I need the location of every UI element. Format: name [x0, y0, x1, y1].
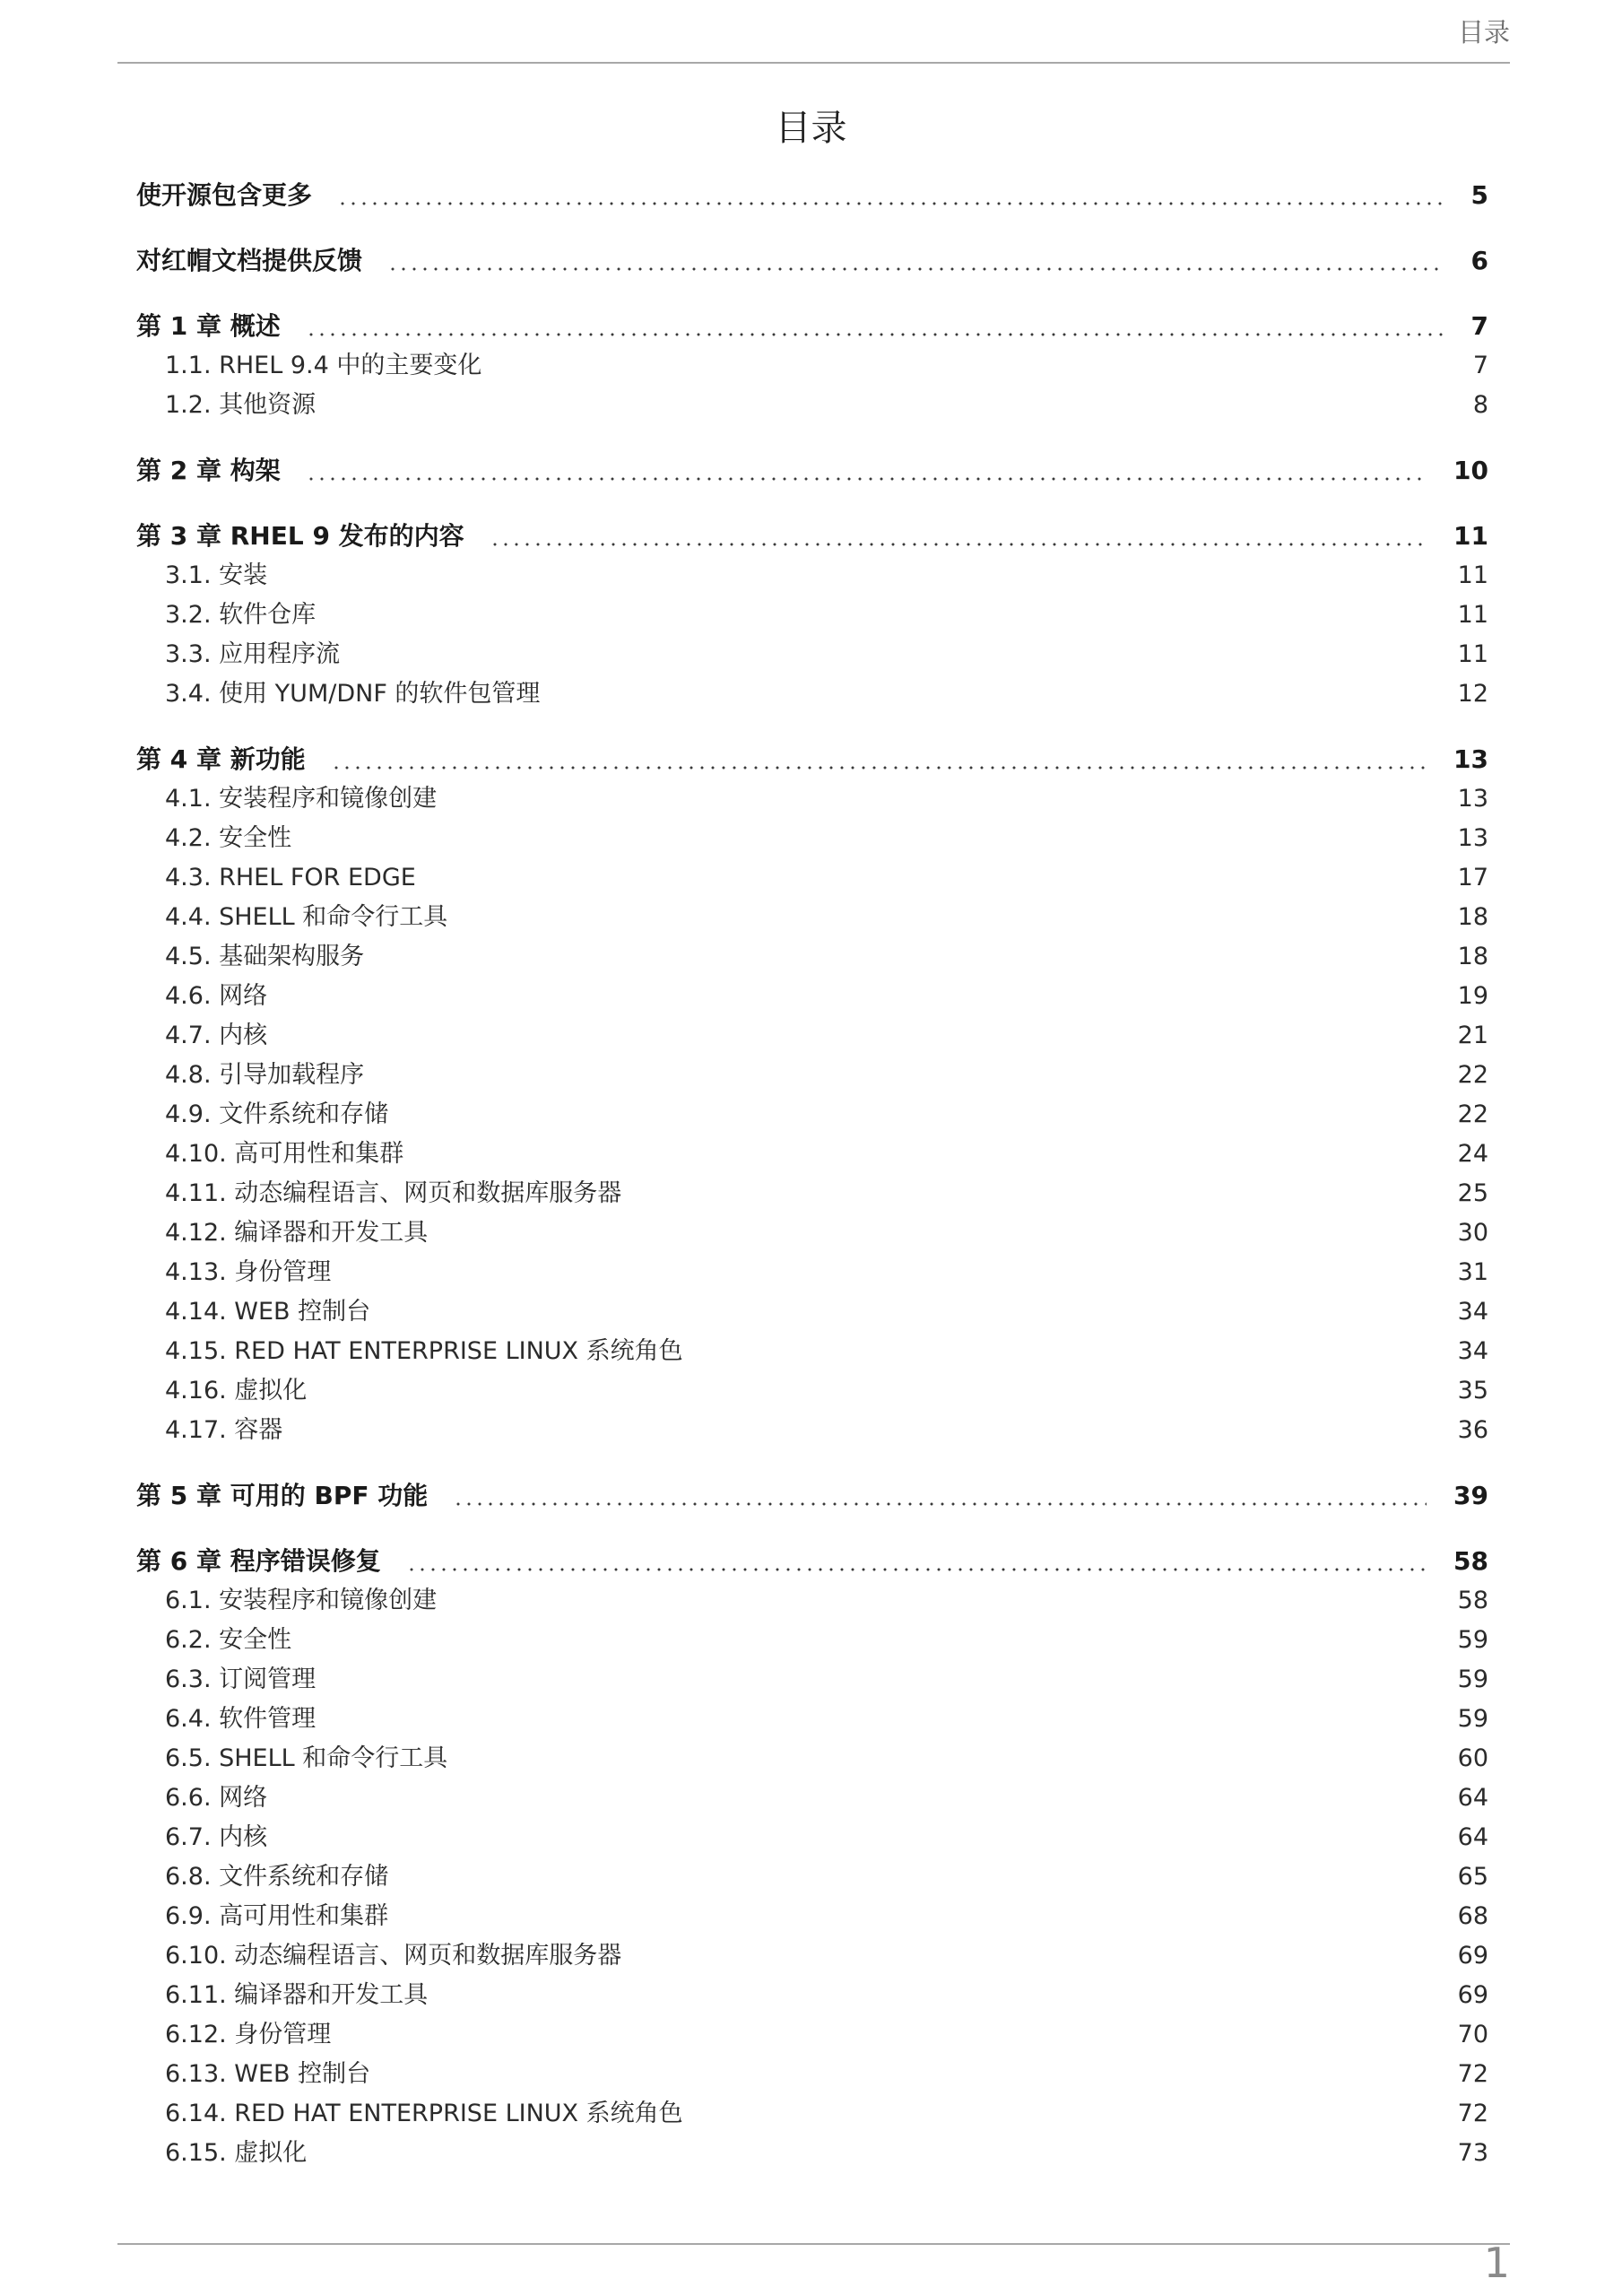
section-title: 6.1. 安装程序和镜像创建	[165, 1587, 438, 1614]
toc-section-entry[interactable]	[136, 2134, 1488, 2173]
toc-section-entry[interactable]	[136, 1936, 1488, 1976]
dot-leader	[306, 477, 1427, 481]
page-number: 12	[1457, 680, 1488, 708]
toc-section-entry[interactable]	[136, 779, 1488, 819]
section-title: 4.12. 编译器和开发工具	[165, 1219, 429, 1247]
footer-page-number: 1	[1483, 2239, 1510, 2287]
section-title: 1.2. 其他资源	[165, 391, 317, 419]
section-title: 4.14. WEB 控制台	[165, 1298, 371, 1326]
page-number: 18	[1457, 903, 1488, 931]
toc-section-entry[interactable]	[136, 635, 1488, 674]
running-header: 目录	[1457, 17, 1510, 48]
page-number: 60	[1457, 1744, 1488, 1772]
section-title: 6.14. RED HAT ENTERPRISE LINUX 系统角色	[165, 2100, 683, 2127]
section-title: 6.8. 文件系统和存储	[165, 1863, 389, 1891]
chapter-title: 第 5 章 可用的 BPF 功能	[136, 1481, 429, 1510]
page-number: 35	[1457, 1377, 1488, 1405]
page-number: 58	[1457, 1587, 1488, 1614]
section-title: 1.1. RHEL 9.4 中的主要变化	[165, 352, 482, 379]
page-number: 39	[1453, 1481, 1488, 1510]
section-title: 6.12. 身份管理	[165, 2021, 332, 2048]
page-number: 24	[1457, 1140, 1488, 1168]
section-title: 4.16. 虚拟化	[165, 1377, 308, 1405]
section-title: 6.6. 网络	[165, 1784, 268, 1812]
page-number: 34	[1457, 1298, 1488, 1326]
page-number: 19	[1457, 982, 1488, 1010]
toc-chapter-entry[interactable]	[136, 241, 1488, 281]
page-number: 64	[1457, 1823, 1488, 1851]
section-title: 3.4. 使用 YUM/DNF 的软件包管理	[165, 680, 541, 708]
footer-divider	[117, 2243, 1510, 2245]
section-title: 6.5. SHELL 和命令行工具	[165, 1744, 448, 1772]
chapter-title: 第 2 章 构架	[136, 456, 281, 485]
page-number: 11	[1457, 601, 1488, 629]
page-number: 11	[1453, 521, 1488, 551]
toc-section-entry[interactable]	[136, 1700, 1488, 1739]
page-number: 64	[1457, 1784, 1488, 1812]
dot-leader	[387, 267, 1444, 271]
toc-section-entry[interactable]	[136, 1095, 1488, 1135]
page-number: 59	[1457, 1626, 1488, 1654]
page-number: 69	[1457, 1942, 1488, 1970]
section-title: 4.1. 安装程序和镜像创建	[165, 785, 438, 813]
toc-chapter-entry[interactable]	[136, 176, 1488, 215]
page-number: 8	[1472, 391, 1488, 419]
toc-chapter-entry[interactable]	[136, 451, 1488, 491]
toc-section-entry[interactable]	[136, 2055, 1488, 2094]
page-number: 22	[1457, 1061, 1488, 1089]
page-number: 68	[1457, 1902, 1488, 1930]
section-title: 6.9. 高可用性和集群	[165, 1902, 389, 1930]
toc-section-entry[interactable]	[136, 596, 1488, 635]
toc-section-entry[interactable]	[136, 1292, 1488, 1332]
toc-chapter-entry[interactable]	[136, 1542, 1488, 1581]
toc-section-entry[interactable]	[136, 898, 1488, 937]
page-number: 21	[1457, 1022, 1488, 1049]
section-title: 4.2. 安全性	[165, 824, 292, 852]
section-title: 6.15. 虚拟化	[165, 2139, 308, 2167]
section-title: 3.2. 软件仓库	[165, 601, 317, 629]
table-of-contents	[136, 176, 1488, 2173]
chapter-title: 第 1 章 概述	[136, 311, 281, 341]
section-title: 4.15. RED HAT ENTERPRISE LINUX 系统角色	[165, 1337, 683, 1365]
page-number: 7	[1472, 352, 1488, 379]
section-title: 6.11. 编译器和开发工具	[165, 1981, 429, 2009]
section-title: 4.13. 身份管理	[165, 1258, 332, 1286]
chapter-title: 第 4 章 新功能	[136, 744, 306, 774]
toc-section-entry[interactable]	[136, 1332, 1488, 1371]
section-title: 6.4. 软件管理	[165, 1705, 317, 1733]
page-number: 10	[1453, 456, 1488, 485]
toc-section-entry[interactable]	[136, 1660, 1488, 1700]
toc-section-entry[interactable]	[136, 674, 1488, 714]
toc-section-entry[interactable]	[136, 1056, 1488, 1095]
page-number: 13	[1457, 785, 1488, 813]
dot-leader	[331, 766, 1427, 770]
toc-section-entry[interactable]	[136, 937, 1488, 977]
section-title: 3.3. 应用程序流	[165, 640, 341, 668]
toc-chapter-entry[interactable]	[136, 1476, 1488, 1516]
toc-section-entry[interactable]	[136, 386, 1488, 425]
toc-section-entry[interactable]	[136, 1976, 1488, 2015]
page-number: 5	[1470, 180, 1488, 210]
toc-section-entry[interactable]	[136, 346, 1488, 386]
toc-section-entry[interactable]	[136, 1174, 1488, 1213]
chapter-title: 使开源包含更多	[136, 180, 313, 210]
page-number: 11	[1457, 640, 1488, 668]
dot-leader	[306, 333, 1444, 336]
toc-section-entry[interactable]	[136, 556, 1488, 596]
section-title: 4.10. 高可用性和集群	[165, 1140, 404, 1168]
toc-section-entry[interactable]	[136, 1411, 1488, 1450]
page-number: 18	[1457, 943, 1488, 970]
toc-section-entry[interactable]	[136, 1818, 1488, 1857]
toc-section-entry[interactable]	[136, 1135, 1488, 1174]
page-number: 6	[1470, 246, 1488, 275]
section-title: 4.17. 容器	[165, 1416, 283, 1444]
page-number: 34	[1457, 1337, 1488, 1365]
toc-chapter-entry[interactable]	[136, 517, 1488, 556]
toc-section-entry[interactable]	[136, 1213, 1488, 1253]
section-title: 4.6. 网络	[165, 982, 268, 1010]
section-title: 6.13. WEB 控制台	[165, 2060, 371, 2088]
page-number: 36	[1457, 1416, 1488, 1444]
page-number: 30	[1457, 1219, 1488, 1247]
toc-section-entry[interactable]	[136, 819, 1488, 858]
toc-section-entry[interactable]	[136, 1779, 1488, 1818]
section-title: 4.11. 动态编程语言、网页和数据库服务器	[165, 1179, 622, 1207]
section-title: 4.3. RHEL FOR EDGE	[165, 864, 416, 891]
section-title: 3.1. 安装	[165, 561, 268, 589]
page-number: 22	[1457, 1100, 1488, 1128]
section-title: 6.2. 安全性	[165, 1626, 292, 1654]
page-number: 17	[1457, 864, 1488, 891]
chapter-title: 第 3 章 RHEL 9 发布的内容	[136, 521, 464, 551]
page-number: 72	[1457, 2100, 1488, 2127]
page-number: 58	[1453, 1546, 1488, 1576]
section-title: 4.5. 基础架构服务	[165, 943, 365, 970]
toc-section-entry[interactable]	[136, 1857, 1488, 1897]
toc-section-entry[interactable]	[136, 1897, 1488, 1936]
toc-section-entry[interactable]	[136, 1253, 1488, 1292]
dot-leader	[453, 1502, 1427, 1506]
section-title: 4.7. 内核	[165, 1022, 268, 1049]
page-number: 13	[1457, 824, 1488, 852]
page-number: 65	[1457, 1863, 1488, 1891]
dot-leader	[490, 543, 1427, 546]
page-number: 25	[1457, 1179, 1488, 1207]
toc-section-entry[interactable]	[136, 1581, 1488, 1621]
toc-section-entry[interactable]	[136, 1016, 1488, 1056]
page-number: 69	[1457, 1981, 1488, 2009]
toc-section-entry[interactable]	[136, 977, 1488, 1016]
chapter-title: 第 6 章 程序错误修复	[136, 1546, 381, 1576]
dot-leader	[406, 1568, 1427, 1571]
page-number: 73	[1457, 2139, 1488, 2167]
page-number: 31	[1457, 1258, 1488, 1286]
section-title: 6.3. 订阅管理	[165, 1665, 317, 1693]
toc-section-entry[interactable]	[136, 858, 1488, 898]
toc-section-entry[interactable]	[136, 2015, 1488, 2055]
section-title: 6.10. 动态编程语言、网页和数据库服务器	[165, 1942, 622, 1970]
page-number: 59	[1457, 1665, 1488, 1693]
section-title: 4.8. 引导加载程序	[165, 1061, 365, 1089]
page-number: 7	[1470, 311, 1488, 341]
chapter-title: 对红帽文档提供反馈	[136, 246, 363, 275]
toc-chapter-entry[interactable]	[136, 740, 1488, 779]
page-number: 70	[1457, 2021, 1488, 2048]
section-title: 4.4. SHELL 和命令行工具	[165, 903, 448, 931]
section-title: 6.7. 内核	[165, 1823, 268, 1851]
page-number: 59	[1457, 1705, 1488, 1733]
page-number: 72	[1457, 2060, 1488, 2088]
toc-section-entry[interactable]	[136, 2094, 1488, 2134]
toc-section-entry[interactable]	[136, 1371, 1488, 1411]
toc-section-entry[interactable]	[136, 1621, 1488, 1660]
section-title: 4.9. 文件系统和存储	[165, 1100, 389, 1128]
toc-chapter-entry[interactable]	[136, 307, 1488, 346]
header-divider	[117, 62, 1510, 64]
page-title: 目录	[775, 108, 847, 149]
page-number: 13	[1453, 744, 1488, 774]
page-number: 11	[1457, 561, 1488, 589]
dot-leader	[337, 202, 1444, 205]
toc-section-entry[interactable]	[136, 1739, 1488, 1779]
